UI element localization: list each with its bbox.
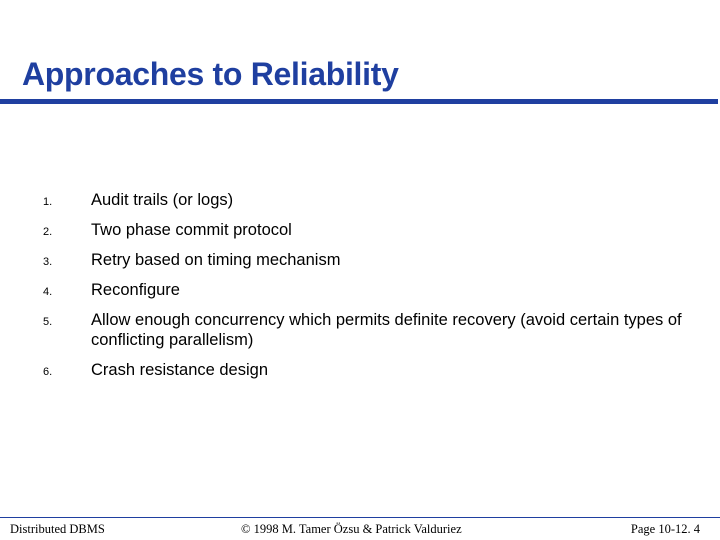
list-item-text: Allow enough concurrency which permits definite recovery (avoid certain types of conflicting parallelism) (91, 311, 682, 349)
list-item-text: Two phase commit protocol (91, 221, 292, 239)
list-item-text: Crash resistance design (91, 361, 269, 379)
list-item-number: 5. (43, 316, 53, 328)
footer-rule (0, 517, 720, 518)
slide-title: Approaches to Reliability (22, 56, 399, 92)
footer-page-number: Page 10-12. 4 (630, 522, 700, 536)
list-item-text: Reconfigure (91, 281, 180, 299)
list-item-text: Retry based on timing mechanism (91, 251, 341, 269)
list-item-text: Audit trails (or logs) (91, 191, 234, 209)
list-item-number: 3. (43, 256, 53, 268)
list-item-number: 4. (43, 286, 53, 298)
list-item-number: 6. (43, 366, 53, 378)
title-underline (0, 99, 718, 104)
footer-course-name: Distributed DBMS (10, 522, 105, 536)
list-item-number: 2. (43, 226, 53, 238)
list-item-number: 1. (43, 196, 53, 208)
footer-copyright: © 1998 M. Tamer Özsu & Patrick Valduriez (241, 522, 462, 536)
